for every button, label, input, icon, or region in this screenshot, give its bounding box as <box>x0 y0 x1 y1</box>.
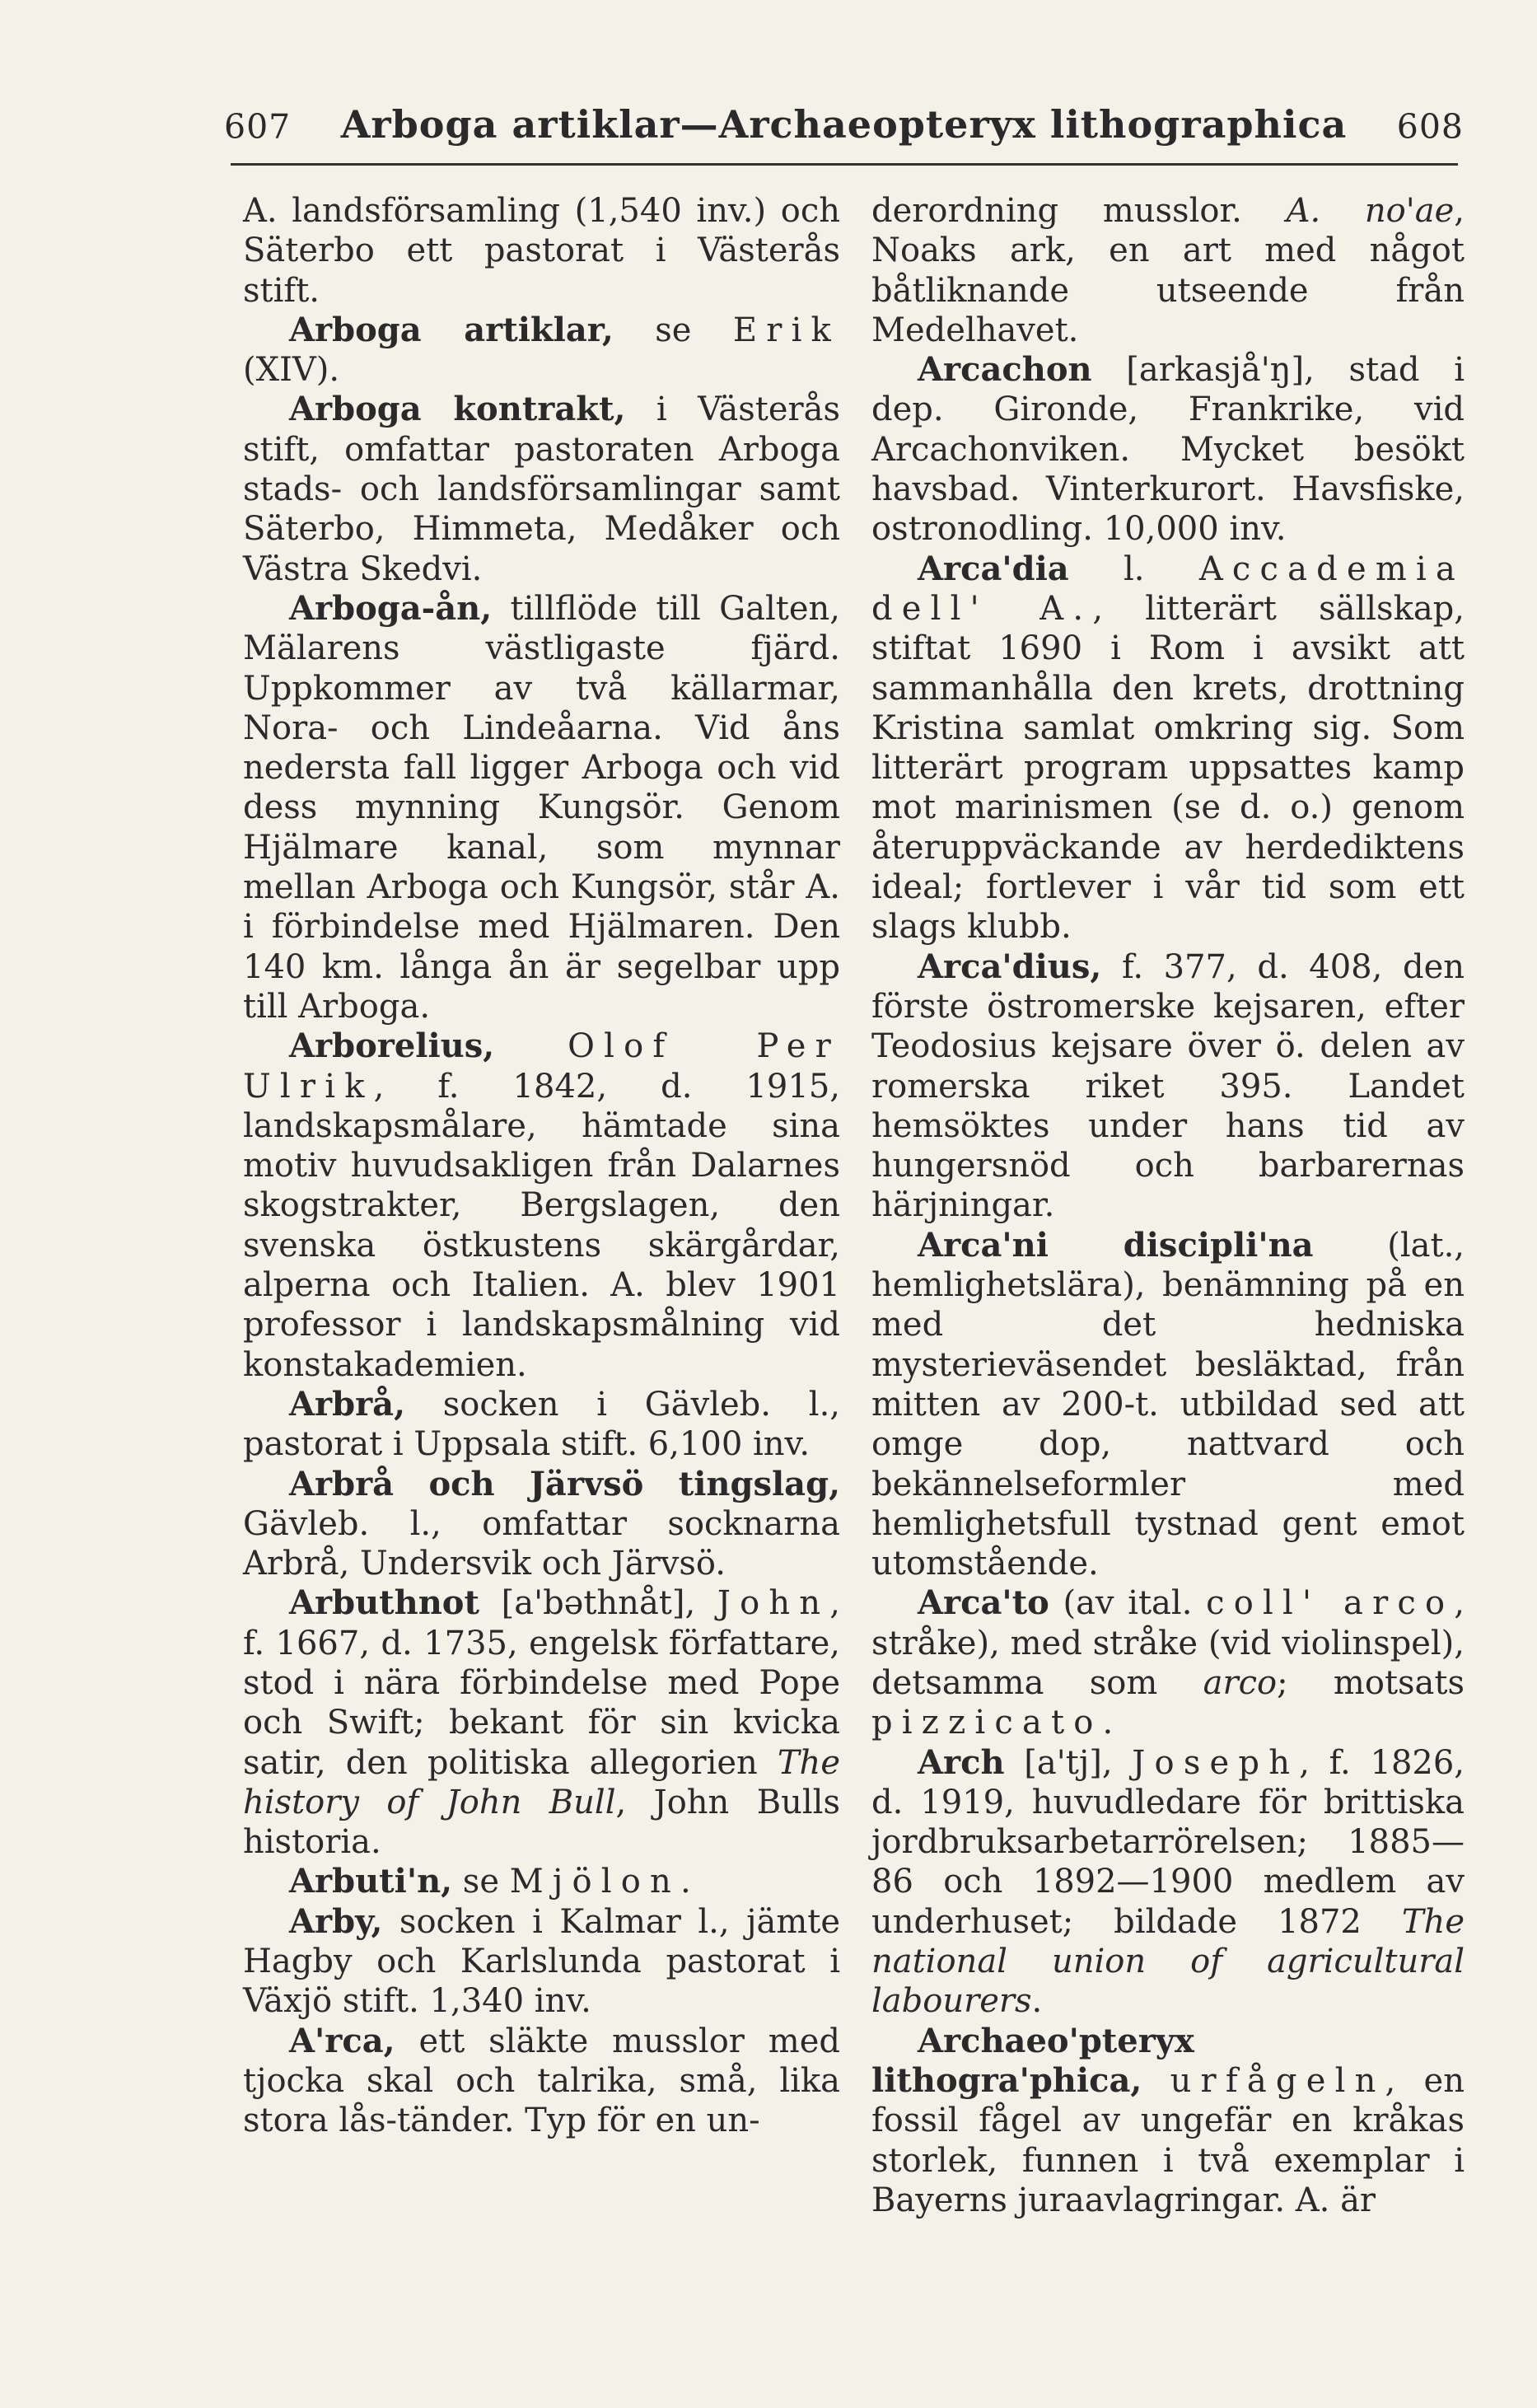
entry <box>243 311 840 390</box>
entry-text: . <box>680 1863 691 1901</box>
header-rule <box>231 163 1458 166</box>
entry-headword: Arboga-ån, <box>289 588 493 628</box>
entry-text: , John Bulls historia. <box>243 1783 840 1862</box>
running-title: Arboga artiklar—Archaeopteryx lithographica <box>340 102 1348 147</box>
entry-text: (XIV). <box>243 351 340 390</box>
entry-text: se <box>613 311 733 349</box>
entry-headword: Arbuti'n, <box>289 1862 453 1901</box>
entry-spaced-name: John <box>717 1584 830 1623</box>
entry-headword: Arboga artiklar, <box>289 310 614 349</box>
entry <box>871 947 1465 1226</box>
entry-headword: Arca'to <box>918 1583 1049 1623</box>
entry-text: . <box>1031 1982 1043 2021</box>
entry-text: l. <box>1068 549 1199 588</box>
entry-text: [a'bəthnåt], <box>479 1584 717 1623</box>
entry-headword: Arbrå och Järvsö tingslag, <box>289 1464 840 1503</box>
entry <box>871 1226 1465 1584</box>
entry-text: , f. 1842, d. 1915, landskapsmålare, hämtade sina motiv huvudsakligen från Dalarnes skogstrakter, Bergslagen, den svenska östkustens skärgårdar, alperna och Italien. A. blev 1901 professor i landskapsmålning vid konstakademien. <box>243 1067 840 1384</box>
left-column <box>243 191 840 2141</box>
entry <box>871 1743 1465 2022</box>
entry-text: f. 377, d. 408, den förste östromerske kejsaren, efter Teodosius kejsare över ö. delen av romerska riket 395. Landet hemsöktes under hans tid av hungersnöd och barbarernas härjningar. <box>871 947 1465 1225</box>
page-header <box>224 97 1464 163</box>
entry-text: (lat., hemlighetslära), benämning på en med det hedniska mysterieväsendet besläktad, från mitten av 200-t. utbildad sed att omge dop, nattvard och bekännelseformler med hemlighetsfull tystnad gent emot utomstående. <box>871 1226 1465 1583</box>
entry-text: , en fossil fågel av ungefär en kråkas storlek, funnen i två exemplar i Bayerns juraavlagringar. A. är <box>871 2061 1465 2219</box>
entry-italic: The history of John Bull <box>243 1743 840 1821</box>
entry-text: derordning musslor. <box>871 192 1287 230</box>
entry-headword: Arca'dia <box>918 549 1069 588</box>
entry-text: tillflöde till Galten, Mälarens västligaste fjärd. Uppkommer av två källarmar, Nora- och Lindeåarna. Vid åns nedersta fall ligger Arboga och vid dess mynning Kungsör. Genom Hjälmare kanal, som mynnar mellan Arboga och Kungsör, står A. i förbindelse med Hjälmaren. Den 140 km. långa ån är segelbar upp till Arboga. <box>243 589 840 1026</box>
entry-spaced-name: pizzicato <box>871 1704 1103 1742</box>
entry-italic: arco <box>1203 1663 1278 1702</box>
entry-spaced-name: Joseph <box>1132 1743 1300 1782</box>
entry-text <box>1142 2062 1170 2100</box>
entry-headword: Arboga kontrakt, <box>289 390 626 429</box>
right-column <box>871 191 1465 2220</box>
entry <box>243 1862 840 1901</box>
entry-text: [a'tj], <box>1004 1743 1133 1782</box>
entry-text: , f. 1667, d. 1735, engelsk författare, stod i nära förbindelse med Pope och Swift; bekant för sin kvicka satir, den politiska allegorien <box>243 1584 840 1782</box>
entry-italic: A. no'ae <box>1286 192 1455 230</box>
entry <box>243 1583 840 1862</box>
entry-text: , Noaks ark, en art med något båtliknande utseende från Medelhavet. <box>871 192 1465 349</box>
entry <box>243 1385 840 1465</box>
entry <box>243 1465 840 1584</box>
entry-text: socken i Kalmar l., jämte Hagby och Karlslunda pastorat i Växjö stift. 1,340 inv. <box>243 1902 840 2021</box>
entry-headword: Arca'ni discipli'na <box>918 1225 1314 1265</box>
entry <box>871 191 1465 350</box>
entry <box>243 1902 840 2022</box>
entry <box>243 2022 840 2141</box>
entry-text: (av ital. <box>1049 1584 1207 1623</box>
entry-headword: Arbuthnot <box>289 1583 479 1623</box>
entry <box>871 549 1465 947</box>
entry-headword: Archaeo'pteryx lithogra'phica, <box>871 2021 1194 2100</box>
entry <box>871 2022 1465 2220</box>
entry-text: i Västerås stift, omfattar pastoraten Arboga stads- och landsförsamlingar samt Säterbo, Himmeta, Medåker och Västra Skedvi. <box>243 390 840 588</box>
entry-headword: A'rca, <box>289 2021 395 2060</box>
entry-headword: Arby, <box>289 1901 383 1941</box>
entry <box>871 350 1465 549</box>
entry-text: , f. 1826, d. 1919, huvudledare för brittiska jordbruksarbetarrörelsen; 1885—86 och 1892—1900 medlem av underhuset; bildade 1872 <box>871 1743 1465 1941</box>
entry-text: socken i Gävleb. l., pastorat i Uppsala stift. 6,100 inv. <box>243 1385 840 1464</box>
entry-text: ; motsats <box>1277 1663 1465 1702</box>
entry-headword: Arca'dius, <box>918 947 1102 986</box>
entry-text: A. landsförsamling (1,540 inv.) och Säterbo ett pastorat i Västerås stift. <box>243 192 840 310</box>
entry-text: , stråke), med stråke (vid violinspel), detsamma som <box>871 1584 1465 1702</box>
entry-text <box>494 1027 568 1065</box>
entry-spaced-name: Erik <box>732 311 840 349</box>
entry-spaced-name: Accademia dell' A. <box>871 549 1465 628</box>
page-number-right: 608 <box>1396 107 1464 147</box>
entry-headword: Arborelius, <box>289 1026 495 1066</box>
entry-text: [arkasjå'ŋ], stad i dep. Gironde, Frankrike, vid Arcachonviken. Mycket besökt havsbad. Vinterkurort. Havsfiske, ostronodling. 10,000 inv. <box>871 351 1465 549</box>
entry-spaced-name: coll' arco <box>1206 1584 1455 1623</box>
entry-spaced-name: urfågeln <box>1170 2061 1385 2100</box>
entry-italic: The national union of agricultural labourers <box>871 1902 1465 2021</box>
page-number-left: 607 <box>224 107 292 147</box>
entry <box>243 1026 840 1385</box>
entry <box>871 1583 1465 1742</box>
entry-text: Gävleb. l., omfattar socknarna Arbrå, Undersvik och Järvsö. <box>243 1504 840 1583</box>
entry-spaced-name: Mjölon <box>509 1863 681 1901</box>
entry-text: se <box>452 1863 510 1901</box>
entry <box>243 589 840 1026</box>
entry-spaced-name: Olof Per Ulrik <box>243 1027 840 1106</box>
entry <box>243 390 840 588</box>
entry-text: ett släkte musslor med tjocka skal och talrika, små, lika stora lås-tänder. Typ för en un- <box>243 2022 840 2140</box>
entry <box>243 191 840 311</box>
entry-text: . <box>1102 1704 1114 1742</box>
entry-headword: Arch <box>918 1742 1005 1782</box>
entry-headword: Arcachon <box>918 350 1092 390</box>
entry-text: , litterärt sällskap, stiftat 1690 i Rom i avsikt att sammanhålla den krets, drottning Kristina samlat omkring sig. Som litterärt program uppsattes kamp mot marinismen (se d. o.) genom återuppväckande av herdediktens ideal; fortlever i vår tid som ett slags klubb. <box>871 589 1465 947</box>
entry-headword: Arbrå, <box>289 1384 405 1424</box>
